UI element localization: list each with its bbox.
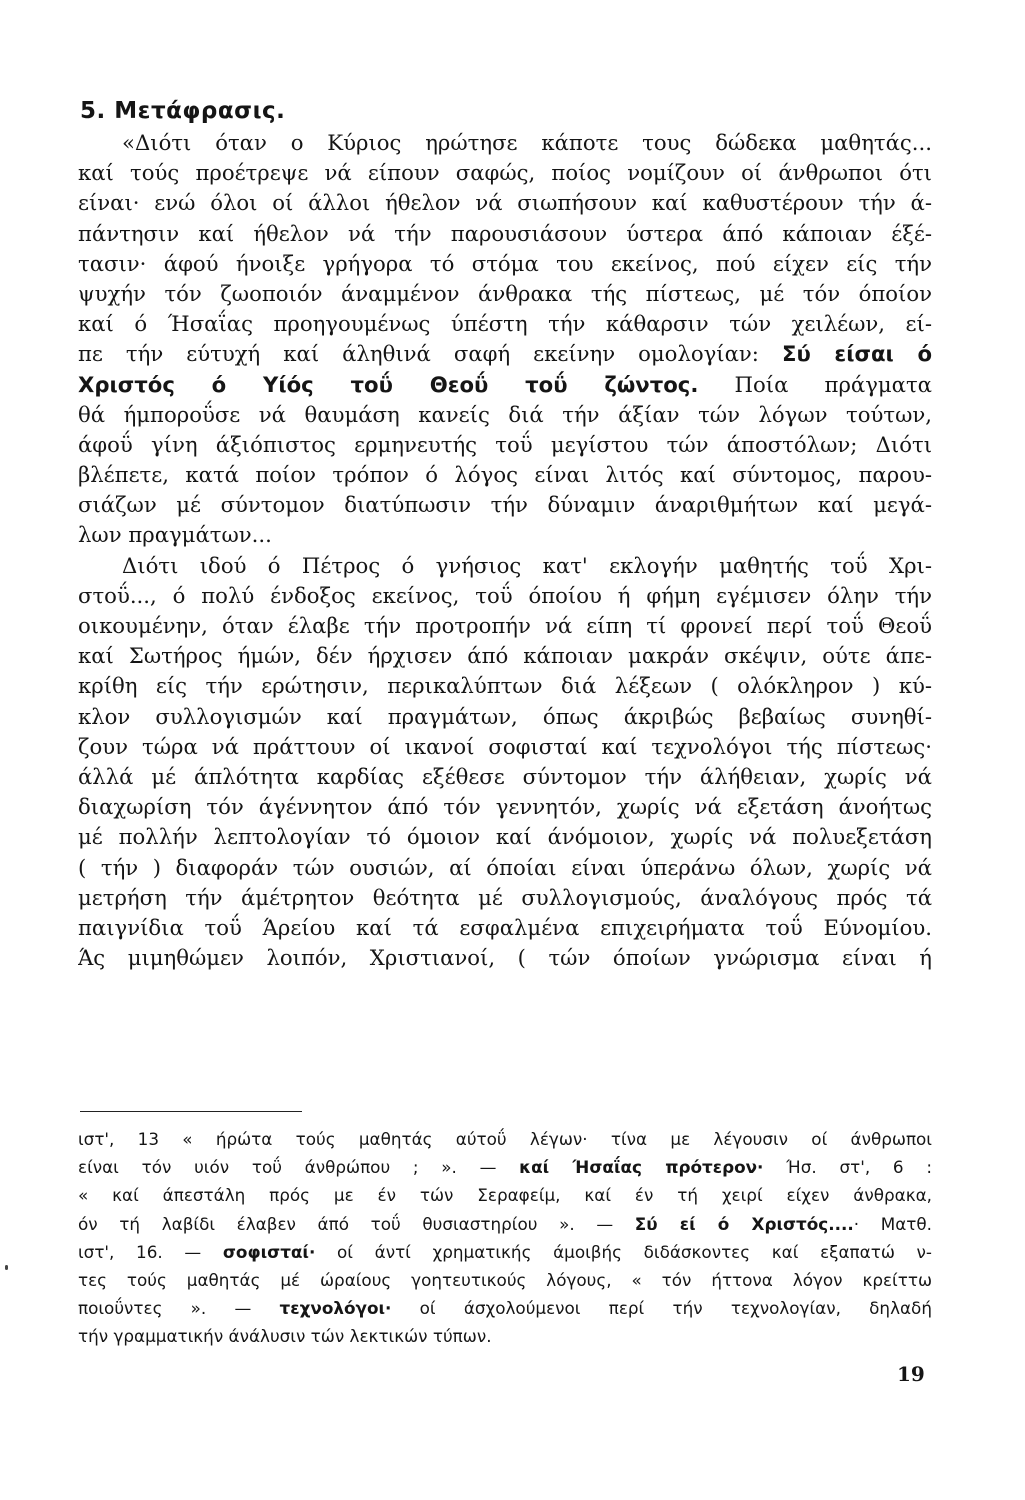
text-line: καί ό Ήσαΐας προηγουμένως ύπέστη τήν κάθαρσιν τών χειλέων, εί- <box>78 311 932 337</box>
footnote-segment: είναι τόν υιόν τοΰ άνθρώπου ; ». — <box>78 1157 497 1178</box>
footnote-segment: ποιοΰντες ». — <box>78 1298 252 1319</box>
text-line: πάντησιν καί ήθελον νά τήν παρουσιάσουν ύστερα άπό κάποιαν έξέ- <box>78 220 932 246</box>
text-line: στοΰ..., ό πολύ ένδοξος εκείνος, τοΰ όποίου ή φήμη εγέμισεν όλην τήν <box>78 582 932 608</box>
text-line: άλλά μέ άπλότητα καρδίας εξέθεσε σύντομον τήν άλήθειαν, χωρίς νά <box>78 763 932 789</box>
text-segment: πε τήν εύτυχή καί άληθινά σαφή εκείνην ομολογίαν: <box>78 341 759 367</box>
text-line <box>78 339 932 369</box>
text-line: ( τήν ) διαφοράν τών ουσιών, αί όποίαι είναι ύπεράνω όλων, χωρίς νά <box>78 854 932 880</box>
footnote-divider <box>80 1111 302 1112</box>
confession-bold: Χριστός ό Υίός τοΰ Θεοΰ τοΰ ζώντος. <box>78 371 699 397</box>
text-line: παιγνίδια τοΰ Άρείου καί τά εσφαλμένα επιχειρήματα τοΰ Εύνομίου. <box>78 914 932 940</box>
footnote-segment: ιστ', 16. — <box>78 1241 202 1262</box>
footnote-line: « καί άπεστάλη πρός με έν τών Σεραφείμ, καί έν τή χειρί είχεν άνθρακα, <box>78 1185 932 1206</box>
confession-bold: Σύ είσαι ό <box>781 341 932 367</box>
text-line: ζουν τώρα νά πράττουν οί ικανοί σοφισταί καί τεχνολόγοι τής πίστεως· <box>78 733 932 759</box>
text-line: μετρήση τήν άμέτρητον θεότητα μέ συλλογισμούς, άναλόγους πρός τά <box>78 884 932 910</box>
text-line: τασιν· άφού ήνοιξε γρήγορα τό στόμα του εκείνος, πού είχεν είς τήν <box>78 250 932 276</box>
footnote-segment: οί άντί χρηματικής άμοιβής διδάσκοντες καί εξαπατώ ν- <box>337 1241 932 1262</box>
text-line: άφοΰ γίνη άξιόπιστος ερμηνευτής τοΰ μεγίστου τών άποστόλων; Διότι <box>78 431 932 457</box>
footnote-line <box>78 1238 932 1266</box>
text-line <box>78 370 932 400</box>
text-line: ψυχήν τόν ζωοποιόν άναμμένον άνθρακα τής πίστεως, μέ τόν όποίον <box>78 280 932 306</box>
text-line: διαχωρίση τόν άγέννητον άπό τόν γεννητόν, χωρίς νά εξετάση άνοήτως <box>78 794 932 820</box>
footnote-segment: · Ματθ. <box>853 1213 932 1234</box>
footnote-segment: οί άσχολούμενοι περί τήν τεχνολογίαν, δηλαδή <box>419 1298 932 1319</box>
margin-speck <box>5 1265 8 1270</box>
footnote-line <box>78 1210 932 1238</box>
text-line: οικουμένην, όταν έλαβε τήν προτροπήν νά είπη τί φρονεί περί τοΰ Θεοΰ <box>78 613 932 638</box>
page-number: 19 <box>897 1362 925 1386</box>
text-line: είναι· ενώ όλοι οί άλλοι ήθελον νά σιωπήσουν καί καθυστέρουν τήν ά- <box>78 190 932 216</box>
text-line: «Διότι όταν ο Κύριος ηρώτησε κάποτε τους δώδεκα μαθητάς... <box>122 130 932 155</box>
footnote-line: τες τούς μαθητάς μέ ώραίους γοητευτικούς λόγους, « τόν ήττονα λόγον κρείττω <box>78 1269 932 1290</box>
footnote-line <box>78 1294 932 1322</box>
text-line: καί τούς προέτρεψε νά είπουν σαφώς, ποίος νομίζουν οί άνθρωποι ότι <box>78 160 932 186</box>
footnote-line: τήν γραμματικήν άνάλυσιν τών λεκτικών τύπων. <box>78 1326 492 1347</box>
footnote-term: τεχνολόγοι· <box>279 1298 392 1319</box>
text-line: Άς μιμηθώμεν λοιπόν, Χριστιανοί, ( τών όποίων γνώρισμα είναι ή <box>78 945 932 971</box>
footnote-segment: όν τή λαβίδι έλαβεν άπό τοΰ θυσιαστηρίου ». — <box>78 1213 614 1234</box>
text-segment: Ποία πράγματα <box>734 371 932 397</box>
text-line: κρίθη είς τήν ερώτησιν, περικαλύπτων διά λέξεων ( ολόκληρον ) κύ- <box>78 673 932 699</box>
text-line: λων πραγμάτων... <box>78 522 272 548</box>
main-text <box>78 128 932 973</box>
footnote-line <box>78 1153 932 1181</box>
text-line: θά ήμποροΰσε νά θαυμάση κανείς διά τήν άξίαν τών λόγων τούτων, <box>78 401 932 427</box>
footnotes <box>78 1125 932 1351</box>
footnote-term: σοφισταί· <box>222 1241 316 1262</box>
text-line: σιάζων μέ σύντομον διατύπωσιν τήν δύναμιν άναριθμήτων καί μεγά- <box>78 492 932 518</box>
text-line: μέ πολλήν λεπτολογίαν τό όμοιον καί άνόμοιον, χωρίς νά πολυεξετάση <box>78 824 932 850</box>
footnote-term: καί Ήσαΐας πρότερον· <box>519 1157 764 1178</box>
footnote-line: ιστ', 13 « ήρώτα τούς μαθητάς αύτοΰ λέγων· τίνα με λέγουσιν οί άνθρωποι <box>78 1129 932 1149</box>
text-line: καί Σωτήρος ήμών, δέν ήρχισεν άπό κάποιαν μακράν σκέψιν, ούτε άπε- <box>78 643 932 669</box>
text-line: Διότι ιδού ό Πέτρος ό γνήσιος κατ' εκλογήν μαθητής τοΰ Χρι- <box>122 552 932 578</box>
text-line: βλέπετε, κατά ποίον τρόπον ό λόγος είναι λιτός καί σύντομος, παρου- <box>78 462 932 488</box>
text-line: κλον συλλογισμών καί πραγμάτων, όπως άκριβώς βεβαίως συνηθί- <box>78 703 932 729</box>
footnote-term: Σύ εί ό Χριστός.... <box>634 1213 854 1234</box>
footnote-segment: Ήσ. στ', 6 : <box>786 1157 932 1178</box>
section-heading: 5. Μετάφρασις. <box>80 98 286 124</box>
